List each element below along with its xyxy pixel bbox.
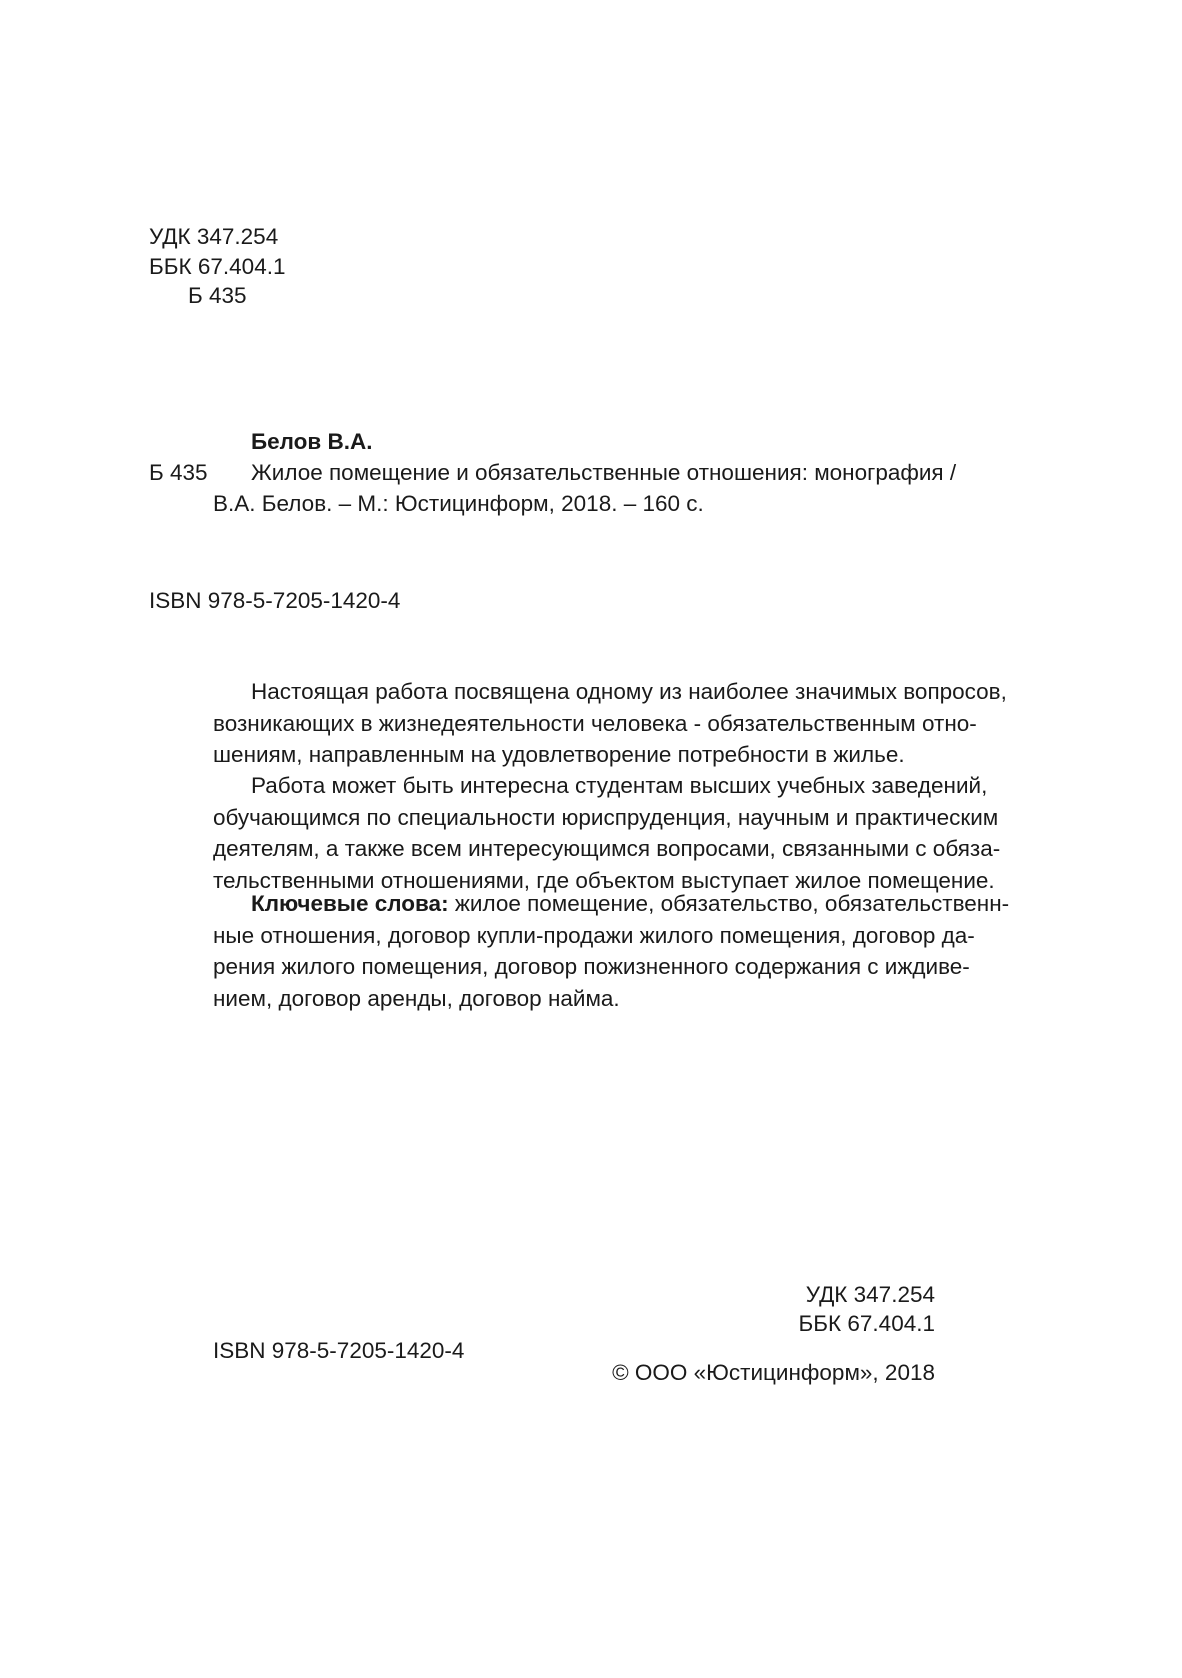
bbk-code-top: ББК 67.404.1 [149,254,286,279]
keywords-block [213,888,1010,1014]
author-sign-top: Б 435 [188,283,247,308]
abstract-p2-line: деятелям, а также всем интересующимся вопросами, связанными с обяза- [213,836,1001,861]
abstract-paragraph-1 [213,676,1007,771]
udk-code-top: УДК 347.254 [149,224,279,249]
book-title-line-1: Жилое помещение и обязательственные отношения: монография / [251,460,957,485]
keywords-line: рения жилого помещения, договор пожизненного содержания с иждиве- [213,954,970,979]
keywords-line: ные отношения, договор купли-продажи жилого помещения, договор да- [213,922,975,948]
keywords-first-line [213,888,1010,920]
abstract-p2-line: тельственными отношениями, где объектом выступает жилое помещение. [213,867,995,893]
keywords-first-line-text: жилое помещение, обязательство, обязательственн- [448,891,1010,916]
author-sign: Б 435 [149,460,208,485]
keywords-line: нием, договор аренды, договор найма. [213,985,620,1011]
keywords-label: Ключевые слова: [251,891,449,916]
isbn-footer: ISBN 978-5-7205-1420-4 [213,1338,465,1363]
book-title-line-2: В.А. Белов. – М.: Юстицинформ, 2018. – 160 с. [213,491,704,516]
abstract-p1-line: Настоящая работа посвящена одному из наиболее значимых вопросов, [251,679,1007,704]
abstract-p2-line: обучающимся по специальности юриспруденция, научным и практическим [213,804,999,830]
abstract-p1-line: шениям, направленным на удовлетворение потребности в жилье. [213,742,905,767]
abstract-paragraph-2 [213,770,1001,896]
bbk-code-footer: ББК 67.404.1 [798,1311,935,1336]
copyright-notice: © ООО «Юстицинформ», 2018 [612,1360,935,1385]
udk-code-footer: УДК 347.254 [805,1282,935,1307]
isbn-top: ISBN 978-5-7205-1420-4 [149,588,401,613]
abstract-p2-line: Работа может быть интересна студентам высших учебных заведений, [251,773,988,798]
abstract-p1-line: возникающих в жизнедеятельности человека - обязательственным отно- [213,710,977,736]
author-name: Белов В.А. [251,429,373,454]
